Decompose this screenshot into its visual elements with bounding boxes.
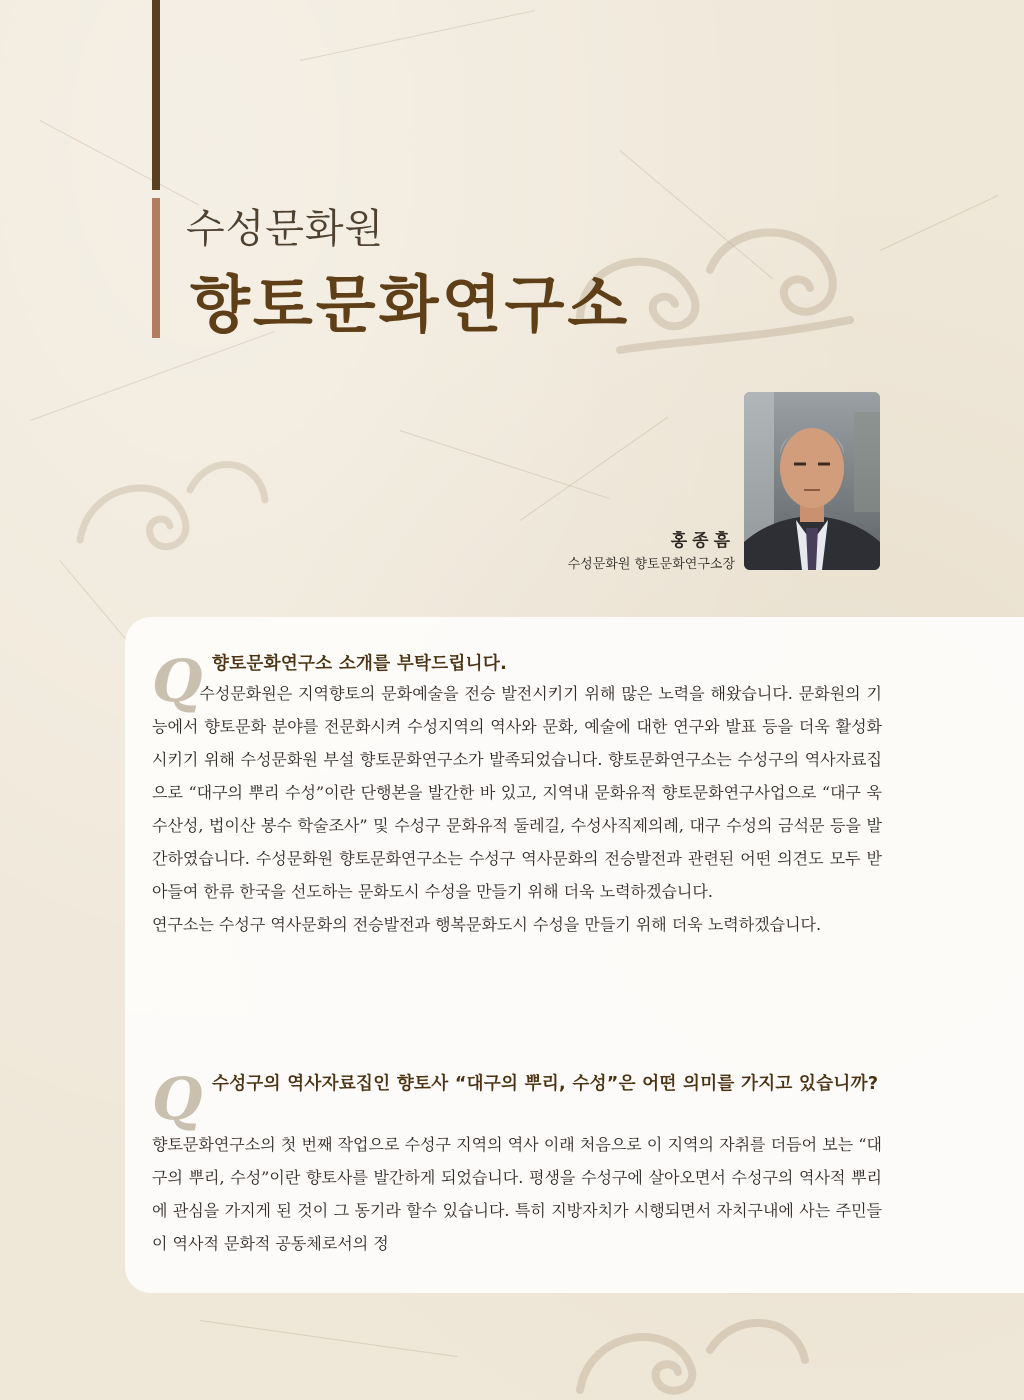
page-subtitle: 수성문화원 [186, 206, 385, 252]
question-heading: 향토문화연구소 소개를 부탁드립니다. [212, 654, 508, 674]
author-position: 수성문화원 향토문화연구소장 [567, 557, 735, 572]
author-name: 홍종흠 [670, 531, 735, 551]
cloud-swirl-ornament-bottom [560, 1290, 820, 1400]
question-marker: Q [152, 1065, 203, 1133]
answer-paragraph: 수성문화원은 지역향토의 문화예술을 전승 발전시키기 위해 많은 노력을 해왔습니다. 문화원의 기능에서 향토문화 분야를 전문화시켜 수성지역의 역사와 문화, 예술에 대한 연구와 발표 등을 더욱 활성화시키기 위해 수성문화원 부설 향토문화연구소가 발족되었습니다. 향토문화연구소는 수성구의 역사자료집으로 “대구의 뿌리 수성”이란 단행본을 발간한 바 있고, 지역내 문화유적 향토문화연구사업으로 “대구 욱수산성, 법이산 봉수 학술조사” 및 수성구 문화유적 둘레길, 수성사직제의례, 대구 수성의 금석문 등을 발간하였습니다. 수성문화원 향토문화연구소는 수성구 역사문화의 전승발전과 관련된 어떤 의견도 모두 받아들여 한류 한국을 선도하는 문화도시 수성을 만들기 위해 더욱 노력하겠습니다. 연구소는 수성구 역사문화의 전승발전과 행복문화도시 수성을 만들기 위해 더욱 노력하겠습니다. [152, 684, 882, 934]
page-title: 향토문화연구소 [190, 268, 631, 341]
accent-bar-dark [152, 0, 160, 190]
question-marker: Q [152, 647, 203, 715]
answer-paragraph: 향토문화연구소의 첫 번째 작업으로 수성구 지역의 역사 이래 처음으로 이 지역의 자취를 더듬어 보는 “대구의 뿌리, 수성”이란 향토사를 발간하게 되었습니다. 평생을 수성구에 살아오면서 수성구의 역사적 뿌리에 관심을 가지게 된 것이 그 동기라 할수 있습니다. 특히 지방자치가 시행되면서 자치구내에 사는 주민들이 역사적 문화적 공동체로서의 정 [152, 1135, 882, 1253]
question-heading: 수성구의 역사자료집인 향토사 “대구의 뿌리, 수성”은 어떤 의미를 가지고 있습니까? [212, 1074, 879, 1094]
cloud-swirl-ornament-left [60, 430, 280, 580]
accent-bar-light [152, 198, 160, 338]
author-portrait [744, 392, 880, 570]
